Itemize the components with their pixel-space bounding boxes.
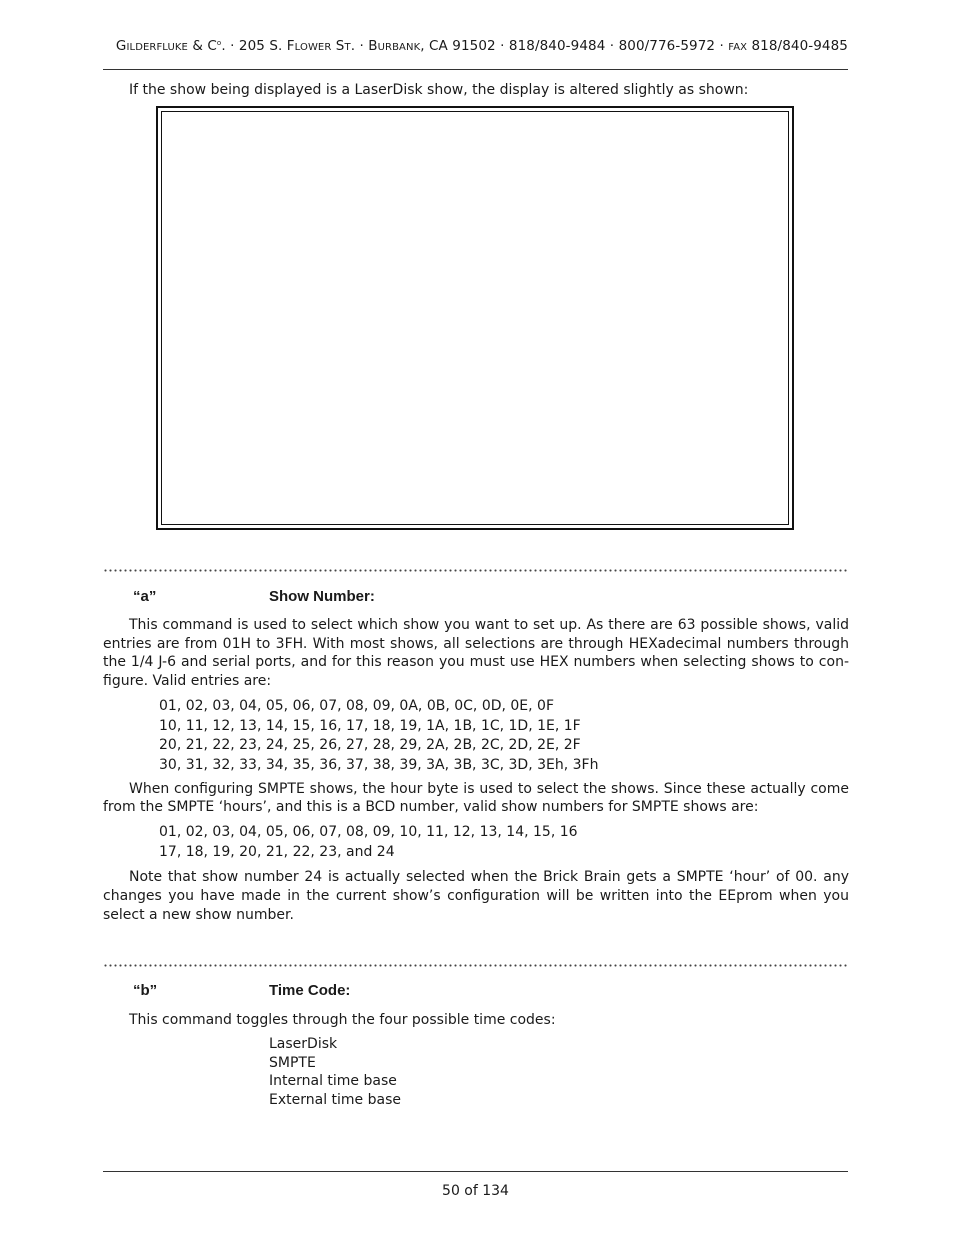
header-city-phones: , CA 91502 · 818/840-9484 · 800/776-5972 · (420, 38, 729, 54)
para1-line3: the 1/4 J-6 and serial ports, and for this reason you must use HEX numbers when selecting shows to con- (103, 654, 849, 670)
command-key-a: “a” (133, 588, 157, 605)
intro-text: If the show being displayed is a LaserDisk show, the display is altered slightly as shown: (129, 82, 749, 98)
header-burbank-rest: URBANK (377, 42, 421, 53)
para3-line3: select a new show number. (103, 907, 294, 923)
display-screen-frame (156, 106, 794, 530)
para1-line2: entries are from 01H to 3FH. With most shows, all selections are through HEXadecimal numbers through (103, 636, 849, 652)
time-code-item: SMPTE (269, 1054, 316, 1071)
command-title-time-code: Time Code: (269, 982, 351, 999)
header-address-start: . · 205 S. F (221, 38, 295, 54)
para2-line2: from the SMPTE ‘hours’, and this is a BCD number, valid show numbers for SMPTE shows are: (103, 799, 759, 815)
para3-line1: Note that show number 24 is actually selected when the Brick Brain gets a SMPTE ‘hour’ of 00. any (129, 869, 849, 885)
time-code-item: Internal time base (269, 1073, 397, 1089)
time-code-intro: This command toggles through the four possible time codes: (129, 1012, 556, 1028)
header-rule (103, 69, 848, 70)
command-title-show-number: Show Number: (269, 588, 375, 605)
page-header (103, 38, 848, 54)
header-st: S (331, 38, 345, 54)
time-code-item: LaserDisk (269, 1036, 338, 1052)
page-number: 50 of 134 (442, 1183, 509, 1199)
display-screen-area (161, 111, 789, 525)
hex-row: 20, 21, 22, 23, 24, 25, 26, 27, 28, 29, 2A, 2B, 2C, 2D, 2E, 2F (159, 737, 581, 753)
header-company-rest: ILDERFLUKE (126, 42, 188, 53)
section-divider-b (103, 964, 848, 967)
time-code-item: External time base (269, 1091, 401, 1108)
hex-entry-list (159, 697, 598, 775)
hex-row: 01, 02, 03, 04, 05, 06, 07, 08, 09, 0A, 0B, 0C, 0D, 0E, 0F (159, 698, 555, 714)
header-burbank-initial: . · B (350, 38, 378, 54)
header-company-initial: G (115, 38, 127, 54)
hex-row: 30, 31, 32, 33, 34, 35, 36, 37, 38, 39, 3A, 3B, 3C, 3D, 3Eh, 3Fh (159, 756, 599, 773)
para3-line2: changes you have made in the current show’s configuration will be written into the EEprom when you (103, 888, 849, 904)
header-degree: o (216, 39, 222, 47)
header-amp: & C (187, 38, 217, 54)
header-flower-rest: LOWER (294, 42, 332, 53)
header-fax-number: 818/840-9485 (747, 38, 848, 54)
hex-row: 10, 11, 12, 13, 14, 15, 16, 17, 18, 19, 1A, 1B, 1C, 1D, 1E, 1F (159, 717, 581, 734)
header-fax-label: FAX (728, 42, 748, 53)
para2-line1: When configuring SMPTE shows, the hour byte is used to select the shows. Since these actually come (129, 781, 849, 797)
bcd-entry-list (159, 823, 578, 862)
bcd-row: 01, 02, 03, 04, 05, 06, 07, 08, 09, 10, 11, 12, 13, 14, 15, 16 (159, 824, 578, 840)
bcd-row: 17, 18, 19, 20, 21, 22, 23, and 24 (159, 843, 395, 860)
footer-rule (103, 1171, 848, 1172)
command-key-b: “b” (133, 982, 158, 999)
time-code-list (269, 1035, 401, 1109)
header-st-rest: T (344, 42, 351, 53)
para1-line4: figure. Valid entries are: (103, 673, 272, 689)
para1-line1: This command is used to select which show you want to set up. As there are 63 possible shows, valid (129, 617, 849, 633)
section-divider-a (103, 569, 848, 572)
